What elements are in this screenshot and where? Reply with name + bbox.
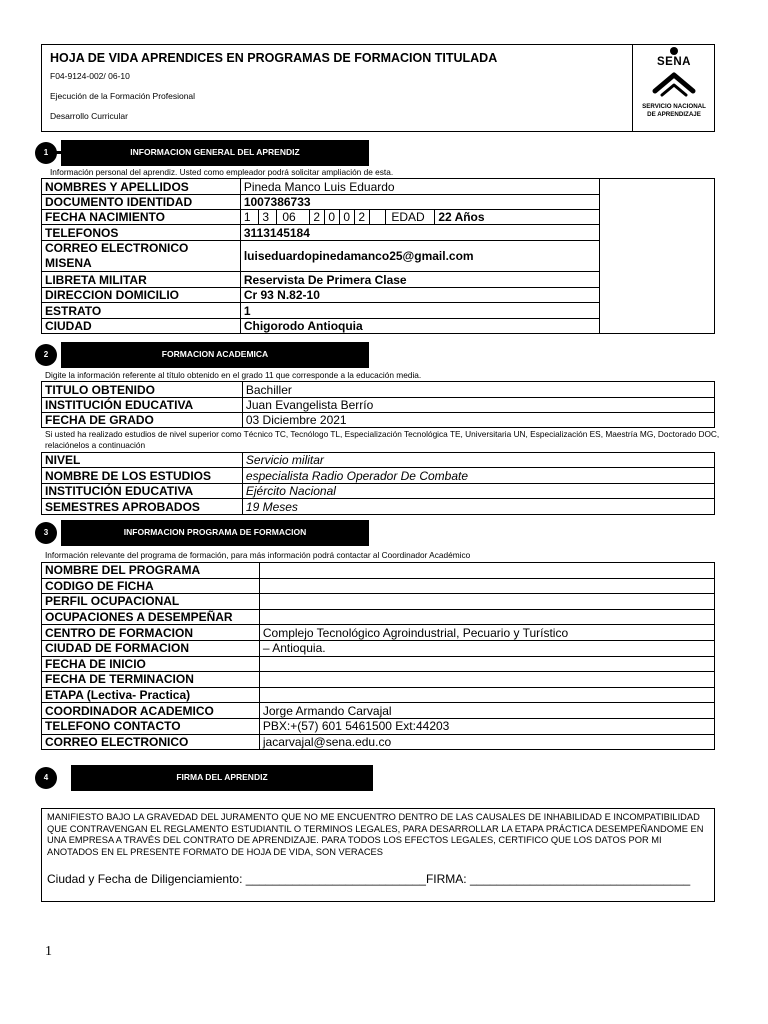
section-1-number: 1 bbox=[35, 142, 57, 164]
direccion-value[interactable]: Cr 93 N.82-10 bbox=[240, 288, 600, 303]
table-row bbox=[42, 413, 715, 428]
titulo-label: TITULO OBTENIDO bbox=[42, 382, 243, 398]
program-field-value[interactable]: Jorge Armando Carvajal bbox=[259, 703, 714, 719]
program-field-value[interactable] bbox=[259, 609, 714, 625]
institucion-value[interactable]: Juan Evangelista Berrío bbox=[242, 398, 714, 413]
sena-wordmark: SENA bbox=[657, 56, 691, 68]
ciudad-value[interactable]: Chigorodo Antioquia bbox=[240, 319, 600, 334]
titulo-value[interactable]: Bachiller bbox=[242, 382, 714, 398]
telefonos-label: TELEFONOS bbox=[42, 225, 241, 241]
table-row bbox=[42, 687, 715, 703]
academic-table bbox=[41, 381, 715, 428]
fecha-nacimiento-cell bbox=[240, 210, 600, 225]
program-field-value[interactable]: jacarvajal@sena.edu.co bbox=[259, 734, 714, 750]
table-row bbox=[42, 625, 715, 641]
institucion-2-value[interactable]: Ejército Nacional bbox=[242, 484, 714, 499]
table-row bbox=[42, 382, 715, 398]
table-row bbox=[42, 594, 715, 610]
table-row bbox=[42, 734, 715, 750]
program-field-label: PERFIL OCUPACIONAL bbox=[42, 594, 260, 610]
program-field-value[interactable] bbox=[259, 563, 714, 579]
table-row bbox=[42, 179, 715, 195]
table-row bbox=[42, 609, 715, 625]
fecha-nacimiento-grid bbox=[241, 210, 600, 224]
correo-label-line-2: MISENA bbox=[45, 256, 92, 270]
table-row bbox=[42, 453, 715, 468]
section-3-number: 3 bbox=[35, 522, 57, 544]
form-code: F04-9124-002/ 06-10 bbox=[50, 71, 130, 81]
nombres-value[interactable]: Pineda Manco Luis Eduardo bbox=[240, 179, 600, 195]
logo-subtitle-1: SERVICIO NACIONAL bbox=[642, 103, 706, 110]
semestres-label: SEMESTRES APROBADOS bbox=[42, 499, 243, 515]
section-3-header bbox=[35, 520, 371, 546]
fecha-grado-value[interactable]: 03 Diciembre 2021 bbox=[242, 413, 714, 428]
estudios-label: NOMBRE DE LOS ESTUDIOS bbox=[42, 468, 243, 484]
semestres-value[interactable]: 19 Meses bbox=[242, 499, 714, 515]
logo-subtitle-2: DE APRENDIZAJE bbox=[647, 111, 701, 118]
program-field-label: NOMBRE DEL PROGRAMA bbox=[42, 563, 260, 579]
program-field-value[interactable] bbox=[259, 672, 714, 688]
section-4-title: FIRMA DEL APRENDIZ bbox=[71, 765, 373, 791]
higher-education-table bbox=[41, 452, 715, 515]
program-field-value[interactable] bbox=[259, 594, 714, 610]
documento-value[interactable]: 1007386733 bbox=[240, 195, 600, 210]
libreta-label: LIBRETA MILITAR bbox=[42, 272, 241, 288]
section-1-note: Información personal del aprendiz. Usted como empleador podrá solicitar ampliación de esta. bbox=[50, 167, 394, 177]
section-3-title: INFORMACION PROGRAMA DE FORMACION bbox=[61, 520, 369, 546]
nivel-label: NIVEL bbox=[42, 453, 243, 468]
program-field-label: CODIGO DE FICHA bbox=[42, 578, 260, 594]
birth-year-2[interactable]: 0 bbox=[325, 210, 340, 224]
program-field-label: CORREO ELECTRONICO bbox=[42, 734, 260, 750]
table-row bbox=[42, 640, 715, 656]
program-field-label: TELEFONO CONTACTO bbox=[42, 718, 260, 734]
documento-label: DOCUMENTO IDENTIDAD bbox=[42, 195, 241, 210]
header-line-3: Desarrollo Curricular bbox=[50, 111, 128, 121]
program-field-label: OCUPACIONES A DESEMPEÑAR bbox=[42, 609, 260, 625]
signature-box bbox=[41, 808, 715, 902]
declaration-text: MANIFIESTO BAJO LA GRAVEDAD DEL JURAMENTO QUE NO ME ENCUENTRO DENTRO DE LAS CAUSALES DE INHABILIDAD E INCOMPATIBILIDAD QUE CONTRAVENGAN EL REGLAMENTO ESTUDIANTIL O TERMINOS LEGALES, PARA DESARROLLAR LA ETAPA PRÁCTICA DESEMPEÑANDOME EN UNA EMPRESA A TRAVÉS DEL CONTRATO DE APRENDIZAJE. PARA TODOS LOS EFECTOS LEGALES, CERTIFICO QUE LOS DATOS POR MI ANOTADOS EN EL PRESENTE FORMATO DE HOJA DE VIDA, SON VERACES bbox=[47, 812, 704, 857]
correo-value[interactable]: luiseduardopinedamanco25@gmail.com bbox=[240, 241, 600, 272]
section-2-number: 2 bbox=[35, 344, 57, 366]
signature-line[interactable]: Ciudad y Fecha de Diligenciamiento: ___________________________FIRMA: _________________________________ bbox=[47, 872, 691, 886]
edad-label: EDAD bbox=[386, 210, 435, 224]
telefonos-value[interactable]: 3113145184 bbox=[240, 225, 600, 241]
birth-year-3[interactable]: 0 bbox=[340, 210, 355, 224]
program-field-value[interactable] bbox=[259, 687, 714, 703]
ciudad-label: CIUDAD bbox=[42, 319, 241, 334]
table-row bbox=[42, 484, 715, 499]
table-row bbox=[42, 499, 715, 515]
institucion-2-label: INSTITUCIÓN EDUCATIVA bbox=[42, 484, 243, 499]
program-field-value[interactable] bbox=[259, 656, 714, 672]
correo-label-line-1: CORREO ELECTRONICO bbox=[45, 241, 189, 255]
section-1-title: INFORMACION GENERAL DEL APRENDIZ bbox=[61, 140, 369, 166]
program-field-value[interactable] bbox=[259, 578, 714, 594]
program-field-label: CENTRO DE FORMACION bbox=[42, 625, 260, 641]
document-title: HOJA DE VIDA APRENDICES EN PROGRAMAS DE FORMACION TITULADA bbox=[50, 51, 498, 65]
section-2-note: Digite la información referente al título obtenido en el grado 11 que corresponde a la educación media. bbox=[45, 370, 422, 380]
table-row bbox=[42, 718, 715, 734]
program-field-value[interactable]: Complejo Tecnológico Agroindustrial, Pecuario y Turístico bbox=[259, 625, 714, 641]
table-row bbox=[42, 656, 715, 672]
fecha-nacimiento-label: FECHA NACIMIENTO bbox=[42, 210, 241, 225]
estrato-value[interactable]: 1 bbox=[240, 303, 600, 319]
header-line-2: Ejecución de la Formación Profesional bbox=[50, 91, 196, 101]
table-row bbox=[42, 703, 715, 719]
sena-logo bbox=[633, 45, 715, 131]
table-row bbox=[42, 578, 715, 594]
birth-gap bbox=[370, 210, 386, 224]
table-row bbox=[42, 468, 715, 484]
birth-month[interactable]: 06 bbox=[277, 210, 310, 224]
estrato-label: ESTRATO bbox=[42, 303, 241, 319]
birth-year-1[interactable]: 2 bbox=[310, 210, 325, 224]
nivel-value[interactable]: Servicio militar bbox=[242, 453, 714, 468]
edad-value[interactable]: 22 Años bbox=[438, 210, 485, 224]
table-row bbox=[42, 563, 715, 579]
program-field-label: FECHA DE TERMINACION bbox=[42, 672, 260, 688]
birth-year-4[interactable]: 2 bbox=[355, 210, 370, 224]
correo-label bbox=[42, 241, 241, 272]
program-field-label: CIUDAD DE FORMACION bbox=[42, 640, 260, 656]
table-row bbox=[42, 672, 715, 688]
program-field-label: FECHA DE INICIO bbox=[42, 656, 260, 672]
general-info-table bbox=[41, 178, 715, 334]
program-field-value[interactable]: – Antioquia. bbox=[259, 640, 714, 656]
page-number: 1 bbox=[45, 944, 52, 959]
libreta-value[interactable]: Reservista De Primera Clase bbox=[240, 272, 600, 288]
birth-day-1[interactable]: 1 bbox=[241, 210, 259, 224]
nombres-label: NOMBRES Y APELLIDOS bbox=[42, 179, 241, 195]
section-4-number: 4 bbox=[35, 767, 57, 789]
institucion-label: INSTITUCIÓN EDUCATIVA bbox=[42, 398, 243, 413]
section-2-header bbox=[35, 342, 371, 368]
fecha-grado-label: FECHA DE GRADO bbox=[42, 413, 243, 428]
section-2-title: FORMACION ACADEMICA bbox=[61, 342, 369, 368]
estudios-value[interactable]: especialista Radio Operador De Combate bbox=[242, 468, 714, 484]
birth-day-2[interactable]: 3 bbox=[259, 210, 277, 224]
program-table bbox=[41, 562, 715, 750]
section-3-note: Información relevante del programa de formación, para más información podrá contactar al Coordinador Académico bbox=[45, 550, 471, 560]
photo-box bbox=[600, 179, 715, 334]
section-2-note-2: Si usted ha realizado estudios de nivel superior como Técnico TC, Tecnólogo TL, Especialización Tecnológica TE, Universitaria UN, Especialización ES, Maestría MG, Doctorado DOC, relaciónelos a continuación bbox=[45, 429, 720, 450]
program-field-value[interactable]: PBX:+(57) 601 5461500 Ext:44203 bbox=[259, 718, 714, 734]
document-header bbox=[41, 44, 715, 132]
section-1-header bbox=[35, 140, 371, 166]
table-row bbox=[42, 398, 715, 413]
program-field-label: ETAPA (Lectiva- Practica) bbox=[42, 687, 260, 703]
section-4-header bbox=[35, 765, 375, 791]
direccion-label: DIRECCION DOMICILIO bbox=[42, 288, 241, 303]
program-field-label: COORDINADOR ACADEMICO bbox=[42, 703, 260, 719]
